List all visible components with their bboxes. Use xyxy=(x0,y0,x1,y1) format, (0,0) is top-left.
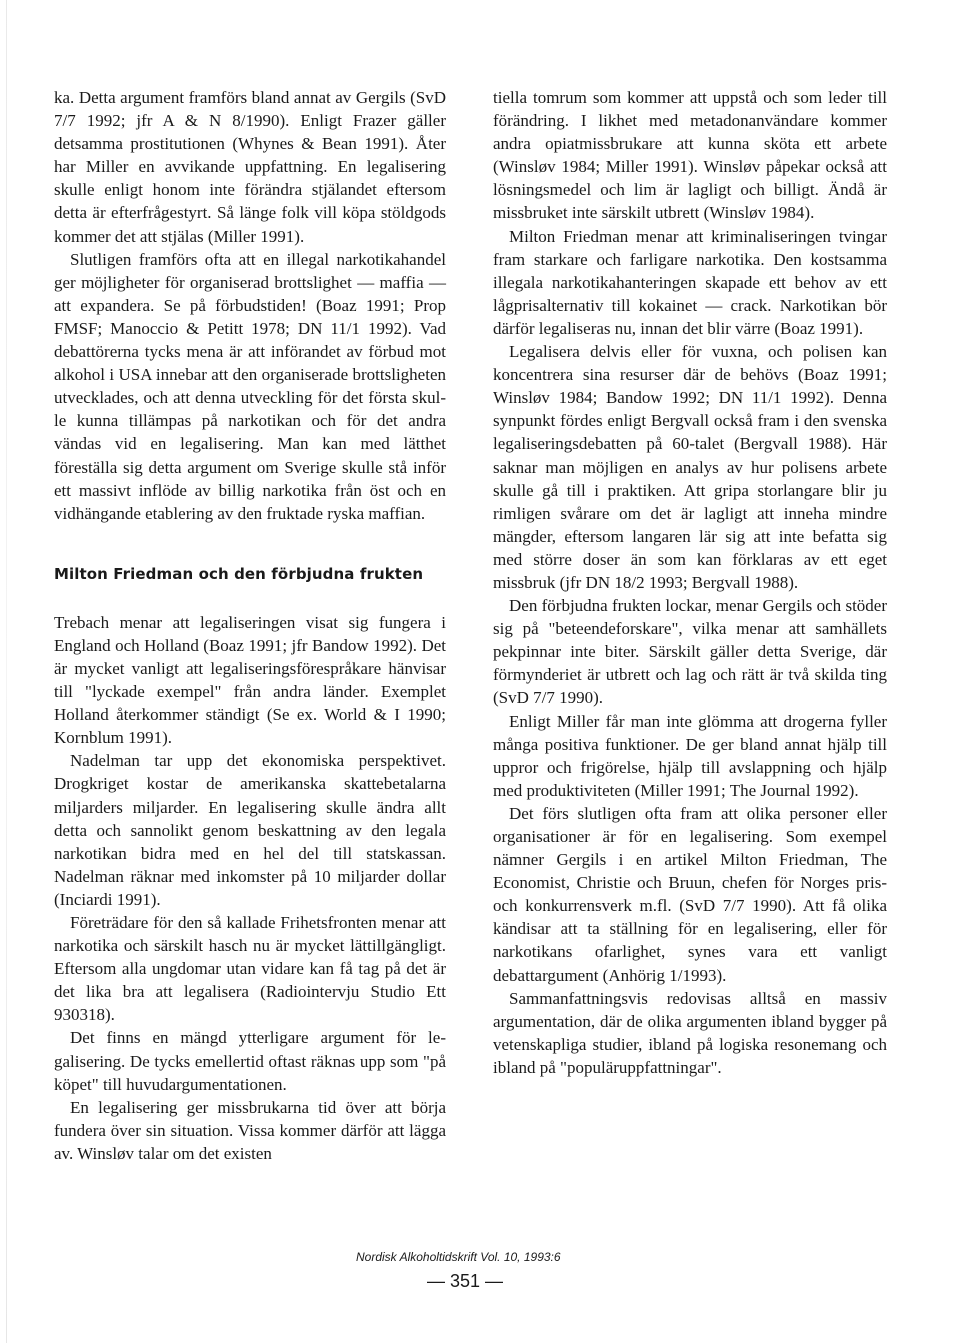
left-paragraph-1: ka. Detta argument framförs bland annat av Gergils (SvD 7/7 1992; jfr A & N 8/1990). Enligt Frazer gäller detsamma prostitutionen (Whynes & Bean 1991). Åter har Miller en avvikande uppfattning. En legalisering skulle enligt honom inte förändra stjälandet eftersom detta är efterfrågestyrt. Så länge folk vill köpa stöldgods kommer det att stjälas (Miller 1991). xyxy=(54,88,446,246)
right-paragraph-2: Milton Friedman menar att kriminaliseringen tvingar fram starkare och farligare narkotika. Den kostsamma illegala narkotikahanteringen skapade ett behov av ett lågprisalternativ till kokainet — crack. Narkotikan bör därför legaliseras nu, innan det blir värre (Boaz 1991). xyxy=(493,226,887,338)
page-number: — 351 — xyxy=(427,1271,504,1291)
left-paragraph-3: Trebach menar att legaliseringen visat sig fungera i England och Holland (Boaz 1991; jfr Bandow 1992). Det är mycket vanligt att legaliseringsförespråkare hänvisar till "lyckade exempel" från andra länder. Exemplet Holland återkommer ständigt (Se ex. World & I 1990; Kornblum 1991). xyxy=(54,612,446,748)
right-paragraph-6: Det förs slutligen ofta fram att olika personer eller organisationer är för en legalisering. Som exempel nämner Gergils i en artikel Milton Friedman, The Economist, Christie och Bruun, chefen för Norges pris- och konkurrensverk m.fl. (SvD 7/7 1990). Att få olika kändisar att ta ställning för en legalisering, eller för narkotikans ofarlighet, synes vara ett vanligt debattargument (Anhörig 1/1993). xyxy=(493,803,887,985)
scan-edge-shadow xyxy=(6,0,7,1343)
right-paragraph-1: tiella tomrum som kommer att uppstå och som leder till förändring. I likhet med metadonanvändare kommer andra opiatmissbrukare att kunna sköta ett arbete (Winsløv 1984; Miller 1991). Winsløv påpekar också att lösningsmedel och lim är lagligt och billigt. Ändå är missbruket inte särskilt utbrett (Winsløv 1984). xyxy=(493,88,887,223)
left-paragraph-7: En legalisering ger missbrukarna tid över att börja fundera över sin situation. Vissa kommer därför att lägga av. Winsløv talar om det existen xyxy=(54,1097,446,1163)
right-column xyxy=(493,86,887,1079)
right-paragraph-4: Den förbjudna frukten lockar, menar Gergils och stöder sig på "beteendeforskare", vilka menar att samhällets pekpinnar inte biter. Särskilt gäller detta Sverige, där förmynderiet är utbrett och lag och rätt är två skilda ting (SvD 7/7 1990). xyxy=(493,596,887,708)
right-paragraph-3: Legalisera delvis eller för vuxna, och polisen kan koncentrera sina resurser där de behövs (Boaz 1991; Winsløv 1984; Bandow 1992; DN 11/1 1992). Denna synpunkt fördes enligt Bergvall också fram i den svenska legaliseringsdebatten på 60-talet (Bergvall 1988). Här saknar man möjligen en analys av hur polisens arbete skulle gå till i praktiken. Att gripa storlangare blir ju rimligen svårare om det är lagligt att inneha mindre mängder, eftersom langaren lär sig att inte befatta sig med större doser än som kan förklaras av ett eget missbruk (jfr DN 18/2 1993; Bergvall 1988). xyxy=(493,342,887,592)
left-column xyxy=(54,86,446,1165)
left-paragraph-2: Slutligen framförs ofta att en illegal narkotikahandel ger möjligheter för organiserad brottslighet — maffia — att expandera. Se på förbudstiden! (Boaz 1991; Prop FMSF; Manoccio & Petitt 1978; DN 11/1 1992). Vad debattörerna tycks mena är att införandet av förbud mot alkohol i USA innebar att den organiserade brottsligheten utvecklades, och att denna utveckling för det första skulle kunna tillämpas på narkotikan och för det andra vändas vid en legalisering. Man kan med lätthet föreställa sig detta argument om Sverige skulle stå inför ett massivt inflöde av billig narkotika från öst och en vidhängande etablering av den fruktade ryska maffian. xyxy=(54,249,446,523)
section-heading: Milton Friedman och den förbjudna frukten xyxy=(54,564,424,583)
journal-citation: Nordisk Alkoholtidskrift Vol. 10, 1993:6 xyxy=(356,1250,561,1264)
left-paragraph-4: Nadelman tar upp det ekonomiska perspektivet. Drogkriget kostar de amerikanska skattebetalarna miljarders miljarder. En legalisering skulle ändra allt detta och sannolikt genom beskattning av den legala narkotikan bidra med en hel del till statskassan. Nadelman räknar med inkomster på 10 miljarder dollar (Inciardi 1991). xyxy=(54,751,446,909)
right-paragraph-5: Enligt Miller får man inte glömma att drogerna fyller många positiva funktioner. De ger bland annat hjälp till uppror och frigörelse, hjälp till avslappning och hjälp med produktiviteten (Miller 1991; The Journal 1992). xyxy=(493,711,887,800)
right-paragraph-7: Sammanfattningsvis redovisas alltså en massiv argumentation, där de olika argumenten ibland bygger på vetenskapliga studier, ibland på logiska resonemang och ibland på "populäruppfattningar". xyxy=(493,988,887,1077)
left-paragraph-5: Företrädare för den så kallade Frihetsfronten menar att narkotika och särskilt hasch nu är mycket lättillgängligt. Eftersom alla ungdomar utan vidare kan få tag på det är det lika bra att legalisera (Radiointervju Studio Ett 930318). xyxy=(54,913,446,1025)
left-paragraph-6: Det finns en mängd ytterligare argument för legalisering. De tycks emellertid oftast räknas upp som "på köpet" till huvudargumentationen. xyxy=(54,1028,446,1094)
